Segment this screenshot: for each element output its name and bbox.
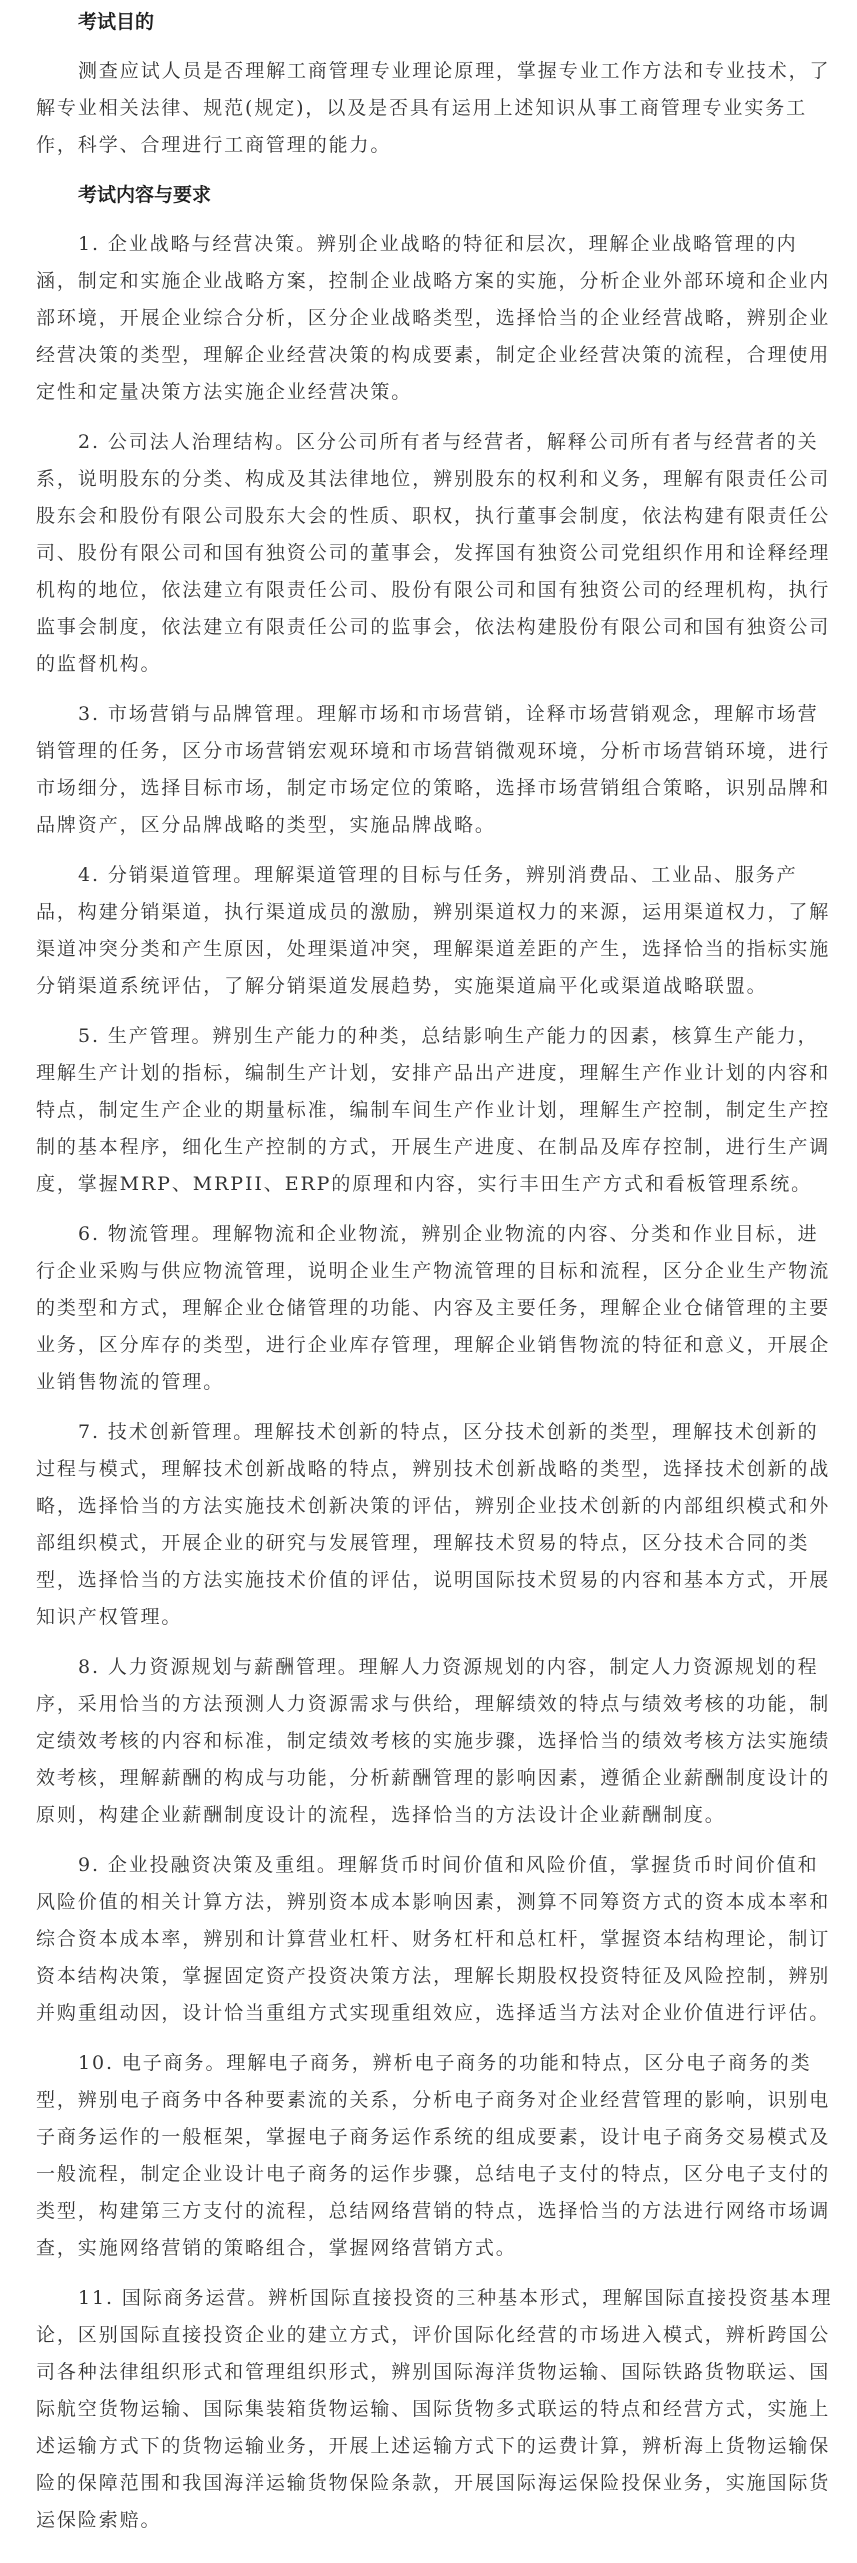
section-heading: 考试目的 bbox=[78, 11, 155, 33]
text-line: 的类型和方式，理解企业仓储管理的功能、内容及主要任务，理解企业仓储管理的主要 bbox=[36, 1297, 831, 1319]
requirement-item bbox=[36, 857, 857, 1005]
text-line: 品牌资产，区分品牌战略的类型，实施品牌战略。 bbox=[36, 814, 496, 836]
text-line: 2. 公司法人治理结构。区分公司所有者与经营者，解释公司所有者与经营者的关 bbox=[78, 431, 819, 453]
text-line: 测查应试人员是否理解工商管理专业理论原理，掌握专业工作方法和专业技术，了 bbox=[78, 60, 831, 82]
requirement-item bbox=[36, 696, 857, 844]
text-line: 部组织模式，开展企业的研究与发展管理，理解技术贸易的特点，区分技术合同的类 bbox=[36, 1532, 810, 1554]
text-line: 型，辨别电子商务中各种要素流的关系，分析电子商务对企业经营管理的影响，识别电 bbox=[36, 2089, 831, 2111]
text-line: 渠道冲突分类和产生原因，处理渠道冲突，理解渠道差距的产生，选择恰当的指标实施 bbox=[36, 938, 831, 960]
text-line: 监事会制度，依法建立有限责任公司的监事会，依法构建股份有限公司和国有独资公司 bbox=[36, 616, 831, 638]
text-line: 系，说明股东的分类、构成及其法律地位，辨别股东的权利和义务，理解有限责任公司 bbox=[36, 468, 831, 490]
text-line: 司、股份有限公司和国有独资公司的董事会，发挥国有独资公司党组织作用和诠释经理 bbox=[36, 542, 831, 564]
text-line: 度，掌握MRP、MRPII、ERP的原理和内容，实行丰田生产方式和看板管理系统。 bbox=[36, 1173, 813, 1195]
section-exam-content bbox=[36, 177, 857, 2539]
text-line: 特点，制定生产企业的期量标准，编制车间生产作业计划，理解生产控制，制定生产控 bbox=[36, 1099, 831, 1121]
text-line: 类型，构建第三方支付的流程，总结网络营销的特点，选择恰当的方法进行网络市场调 bbox=[36, 2200, 831, 2222]
text-line: 9. 企业投融资决策及重组。理解货币时间价值和风险价值，掌握货币时间价值和 bbox=[78, 1854, 819, 1876]
text-line: 一般流程，制定企业设计电子商务的运作步骤，总结电子支付的特点，区分电子支付的 bbox=[36, 2163, 831, 2185]
text-line: 的监督机构。 bbox=[36, 653, 162, 675]
text-line: 经营决策的类型，理解企业经营决策的构成要素，制定企业经营决策的流程，合理使用 bbox=[36, 344, 831, 366]
requirement-item bbox=[36, 1216, 857, 1401]
text-line: 际航空货物运输、国际集装箱货物运输、国际货物多式联运的特点和经营方式，实施上 bbox=[36, 2398, 831, 2420]
text-line: 7. 技术创新管理。理解技术创新的特点，区分技术创新的类型，理解技术创新的 bbox=[78, 1421, 819, 1443]
text-line: 机构的地位，依法建立有限责任公司、股份有限公司和国有独资公司的经理机构，执行 bbox=[36, 579, 831, 601]
text-line: 4. 分销渠道管理。理解渠道管理的目标与任务，辨别消费品、工业品、服务产 bbox=[78, 864, 798, 886]
text-line: 股东会和股份有限公司股东大会的性质、职权，执行董事会制度，依法构建有限责任公 bbox=[36, 505, 831, 527]
text-line: 10. 电子商务。理解电子商务，辨析电子商务的功能和特点，区分电子商务的类 bbox=[78, 2052, 812, 2074]
text-line: 业务，区分库存的类型，进行企业库存管理，理解企业销售物流的特征和意义，开展企 bbox=[36, 1334, 831, 1356]
text-line: 知识产权管理。 bbox=[36, 1606, 183, 1628]
text-line: 分销渠道系统评估，了解分销渠道发展趋势，实施渠道扁平化或渠道战略联盟。 bbox=[36, 975, 768, 997]
text-line: 司各种法律组织形式和管理组织形式，辨别国际海洋货物运输、国际铁路货物联运、国 bbox=[36, 2361, 831, 2383]
text-line: 作，科学、合理进行工商管理的能力。 bbox=[36, 134, 392, 156]
text-line: 综合资本成本率，辨别和计算营业杠杆、财务杠杆和总杠杆，掌握资本结构理论，制订 bbox=[36, 1928, 831, 1950]
text-line: 运保险索赔。 bbox=[36, 2509, 162, 2531]
text-line: 8. 人力资源规划与薪酬管理。理解人力资源规划的内容，制定人力资源规划的程 bbox=[78, 1656, 819, 1678]
text-line: 并购重组动因，设计恰当重组方式实现重组效应，选择适当方法对企业价值进行评估。 bbox=[36, 2002, 831, 2024]
text-line: 子商务运作的一般框架，掌握电子商务运作系统的组成要素，设计电子商务交易模式及 bbox=[36, 2126, 831, 2148]
text-line: 业销售物流的管理。 bbox=[36, 1371, 225, 1393]
text-line: 险的保障范围和我国海洋运输货物保险条款，开展国际海运保险投保业务，实施国际货 bbox=[36, 2472, 831, 2494]
text-line: 3. 市场营销与品牌管理。理解市场和市场营销，诠释市场营销观念，理解市场营 bbox=[78, 703, 819, 725]
requirement-list bbox=[36, 226, 857, 2539]
text-line: 序，采用恰当的方法预测人力资源需求与供给，理解绩效的特点与绩效考核的功能，制 bbox=[36, 1693, 831, 1715]
paragraph-purpose bbox=[36, 53, 857, 164]
text-line: 5. 生产管理。辨别生产能力的种类，总结影响生产能力的因素，核算生产能力， bbox=[78, 1025, 819, 1047]
requirement-item bbox=[36, 1847, 857, 2032]
text-line: 部环境，开展企业综合分析，区分企业战略类型，选择恰当的企业经营战略，辨别企业 bbox=[36, 307, 831, 329]
text-line: 效考核，理解薪酬的构成与功能，分析薪酬管理的影响因素，遵循企业薪酬制度设计的 bbox=[36, 1767, 831, 1789]
text-line: 解专业相关法律、规范(规定)，以及是否具有运用上述知识从事工商管理专业实务工 bbox=[36, 97, 808, 119]
text-line: 原则，构建企业薪酬制度设计的流程，选择恰当的方法设计企业薪酬制度。 bbox=[36, 1804, 726, 1826]
text-line: 风险价值的相关计算方法，辨别资本成本影响因素，测算不同筹资方式的资本成本率和 bbox=[36, 1891, 831, 1913]
text-line: 11. 国际商务运营。辨析国际直接投资的三种基本形式，理解国际直接投资基本理 bbox=[78, 2287, 833, 2309]
text-line: 资本结构决策，掌握固定资产投资决策方法，理解长期股权投资特征及风险控制，辨别 bbox=[36, 1965, 831, 1987]
text-line: 过程与模式，理解技术创新战略的特点，辨别技术创新战略的类型，选择技术创新的战 bbox=[36, 1458, 831, 1480]
requirement-item bbox=[36, 2045, 857, 2267]
text-line: 定性和定量决策方法实施企业经营决策。 bbox=[36, 381, 413, 403]
text-line: 1. 企业战略与经营决策。辨别企业战略的特征和层次，理解企业战略管理的内 bbox=[78, 233, 798, 255]
requirement-item bbox=[36, 1649, 857, 1834]
requirement-item bbox=[36, 1018, 857, 1203]
section-exam-purpose bbox=[36, 4, 857, 164]
requirement-item bbox=[36, 424, 857, 683]
text-line: 行企业采购与供应物流管理，说明企业生产物流管理的目标和流程，区分企业生产物流 bbox=[36, 1260, 831, 1282]
requirement-item bbox=[36, 1414, 857, 1636]
text-line: 销管理的任务，区分市场营销宏观环境和市场营销微观环境，分析市场营销环境，进行 bbox=[36, 740, 831, 762]
text-line: 述运输方式下的货物运输业务，开展上述运输方式下的运费计算，辨析海上货物运输保 bbox=[36, 2435, 831, 2457]
text-line: 查，实施网络营销的策略组合，掌握网络营销方式。 bbox=[36, 2237, 517, 2259]
text-line: 品，构建分销渠道，执行渠道成员的激励，辨别渠道权力的来源，运用渠道权力，了解 bbox=[36, 901, 831, 923]
text-line: 定绩效考核的内容和标准，制定绩效考核的实施步骤，选择恰当的绩效考核方法实施绩 bbox=[36, 1730, 831, 1752]
text-line: 型，选择恰当的方法实施技术价值的评估，说明国际技术贸易的内容和基本方式，开展 bbox=[36, 1569, 831, 1591]
text-line: 市场细分，选择目标市场，制定市场定位的策略，选择市场营销组合策略，识别品牌和 bbox=[36, 777, 831, 799]
text-line: 制的基本程序，细化生产控制的方式，开展生产进度、在制品及库存控制，进行生产调 bbox=[36, 1136, 831, 1158]
text-line: 6. 物流管理。理解物流和企业物流，辨别企业物流的内容、分类和作业目标，进 bbox=[78, 1223, 819, 1245]
text-line: 论，区别国际直接投资企业的建立方式，评价国际化经营的市场进入模式，辨析跨国公 bbox=[36, 2324, 831, 2346]
requirement-item bbox=[36, 226, 857, 411]
text-line: 涵，制定和实施企业战略方案，控制企业战略方案的实施，分析企业外部环境和企业内 bbox=[36, 270, 831, 292]
text-line: 理解生产计划的指标，编制生产计划，安排产品出产进度，理解生产作业计划的内容和 bbox=[36, 1062, 831, 1084]
text-line: 略，选择恰当的方法实施技术创新决策的评估，辨别企业技术创新的内部组织模式和外 bbox=[36, 1495, 831, 1517]
requirement-item bbox=[36, 2280, 857, 2539]
section-heading: 考试内容与要求 bbox=[78, 184, 212, 206]
